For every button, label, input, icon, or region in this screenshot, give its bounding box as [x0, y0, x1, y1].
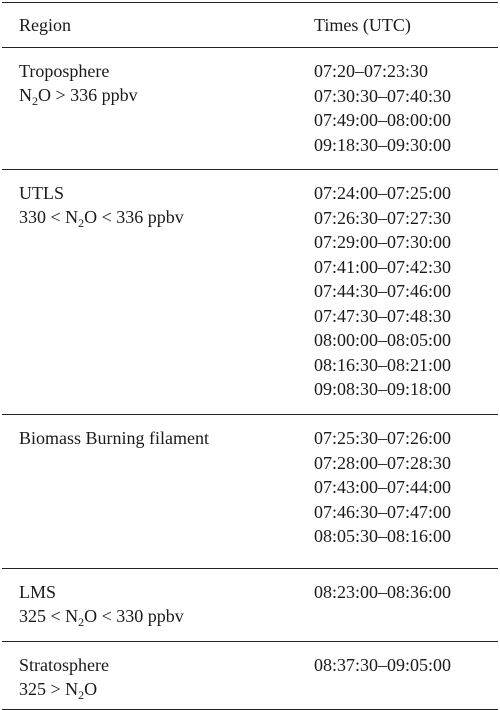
time-range: 08:23:00–08:36:00: [314, 582, 452, 602]
time-range: 07:47:30–07:48:30: [314, 305, 452, 326]
times-cell: [314, 59, 451, 157]
time-range: 07:28:00–07:28:30: [314, 452, 452, 473]
time-range: 07:20–07:23:30: [314, 61, 429, 81]
time-range: 09:18:30–09:30:00: [314, 134, 452, 155]
table-row-utls: [2, 170, 498, 415]
table-row-stratosphere: [2, 642, 498, 710]
region-cell: [19, 181, 184, 229]
region-name: Biomass Burning filament: [19, 428, 209, 448]
time-range: 08:37:30–09:05:00: [314, 655, 452, 675]
region-times-table: [2, 2, 498, 710]
region-condition: $325 < N_2O < 330$ ppbv: [19, 606, 184, 629]
times-cell: [314, 181, 451, 402]
region-name: LMS: [19, 582, 57, 602]
region-name: UTLS: [19, 183, 64, 203]
times-cell: [314, 580, 451, 605]
region-condition: $325 > N_2O$: [19, 679, 98, 702]
table-row-troposphere: [2, 48, 498, 170]
time-range: 08:00:00–08:05:00: [314, 330, 452, 350]
times-cell: [314, 426, 451, 549]
time-range: 07:24:00–07:25:00: [314, 183, 452, 203]
region-condition: $330 < N_2O < 336$ ppbv: [19, 207, 184, 230]
time-range: 07:43:00–07:44:00: [314, 477, 452, 497]
region-name: Troposphere: [19, 61, 110, 81]
time-range: 07:49:00–08:00:00: [314, 110, 452, 130]
region-cell: [19, 580, 184, 628]
table-header: [2, 3, 498, 48]
time-range: 07:25:30–07:26:00: [314, 428, 452, 448]
time-range: 07:44:30–07:46:00: [314, 281, 452, 301]
time-range: 07:26:30–07:27:30: [314, 207, 452, 228]
time-range: 07:30:30–07:40:30: [314, 85, 452, 106]
time-range: 07:29:00–07:30:00: [314, 232, 452, 252]
region-condition: $N_2O > 336$ ppbv: [19, 85, 138, 108]
time-range: 09:08:30–09:18:00: [314, 379, 452, 399]
region-column-header: Region: [19, 15, 71, 35]
time-range: 08:05:30–08:16:00: [314, 526, 452, 546]
region-name: Stratosphere: [19, 655, 109, 675]
time-range: 07:41:00–07:42:30: [314, 256, 452, 277]
time-range: 08:16:30–08:21:00: [314, 354, 452, 375]
region-cell: [19, 653, 109, 701]
table-row-biomass-burning: [2, 415, 498, 569]
region-cell: [19, 59, 138, 107]
times-cell: [314, 653, 451, 678]
times-column-header: Times (UTC): [314, 15, 411, 35]
time-range: 07:46:30–07:47:00: [314, 501, 452, 522]
region-cell: [19, 426, 209, 450]
table-row-lms: [2, 569, 498, 642]
